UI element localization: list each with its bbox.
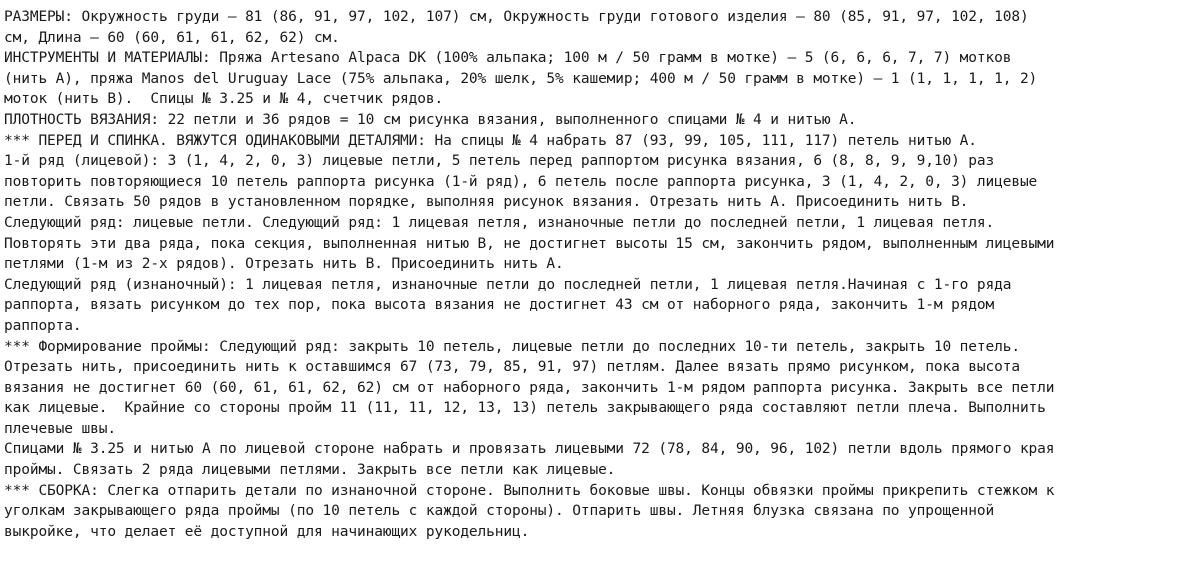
text-line: раппорта. [4, 317, 82, 334]
text-line: плечевые швы. [4, 420, 116, 437]
text-line: раппорта, вязать рисунком до тех пор, пока высота вязания не достигнет 43 см от наборного ряда, закончить 1-м рядом [4, 297, 995, 314]
paragraph-next-rows [4, 213, 1201, 275]
paragraph-wrong-side-row [4, 275, 1201, 337]
paragraph-assembly [4, 481, 1201, 543]
text-line: петли. Связать 50 рядов в установленном порядке, выполняя рисунок вязания. Отрезать нить А. Присоединить нить В. [4, 194, 969, 211]
paragraph-armhole [4, 337, 1201, 440]
text-line: см, Длина – 60 (60, 61, 61, 62, 62) см. [4, 29, 340, 46]
text-line: Спицами № 3.25 и нитью А по лицевой стороне набрать и провязать лицевыми 72 (78, 84, 90, 96, 102) петли вдоль прямого края [4, 441, 1055, 458]
text-line: ИНСТРУМЕНТЫ И МАТЕРИАЛЫ: Пряжа Artesano Alpaca DK (100% альпака; 100 м / 50 грамм в мотке) – 5 (6, 6, 6, 7, 7) мотков [4, 50, 1012, 67]
text-line: 1-й ряд (лицевой): 3 (1, 4, 2, 0, 3) лицевые петли, 5 петель перед раппортом рисунка вязания, 6 (8, 8, 9, 9,10) раз [4, 153, 995, 170]
text-line: Следующий ряд: лицевые петли. Следующий ряд: 1 лицевая петля, изнаночные петли до последней петли, 1 лицевая петля. [4, 214, 995, 231]
text-line: Следующий ряд (изнаночный): 1 лицевая петля, изнаночные петли до последней петли, 1 лицевая петля.Начиная с 1-го ряда [4, 276, 1012, 293]
paragraph-gauge [4, 110, 1201, 131]
text-line: уголкам закрывающего ряда проймы (по 10 петель с каждой стороны). Отпарить швы. Летняя блузка связана по упрощенной [4, 503, 995, 520]
paragraph-sizes [4, 7, 1201, 48]
paragraph-row-1 [4, 151, 1201, 213]
paragraph-materials [4, 48, 1201, 110]
text-line: петлями (1-м из 2-х рядов). Отрезать нить В. Присоединить нить А. [4, 256, 564, 273]
text-line: (нить А), пряжа Manos del Uruguay Lace (75% альпака, 20% шелк, 5% кашемир; 400 м / 50 грамм в мотке) – 1 (1, 1, 1, 1, 2) [4, 70, 1038, 87]
paragraph-armhole-edging [4, 439, 1201, 480]
text-line: РАЗМЕРЫ: Окружность груди – 81 (86, 91, 97, 102, 107) см, Окружность груди готового изделия – 80 (85, 91, 97, 102, 108) [4, 9, 1029, 25]
text-line: Отрезать нить, присоединить нить к оставшимся 67 (73, 79, 85, 91, 97) петлям. Далее вязать прямо рисунком, пока высота [4, 359, 1020, 376]
text-line: Повторять эти два ряда, пока секция, выполненная нитью В, не достигнет высоты 15 см, закончить рядом, выполненным лицевыми [4, 235, 1055, 252]
text-line: выкройке, что делает её доступной для начинающих рукодельниц. [4, 523, 530, 540]
text-line: *** Формирование проймы: Следующий ряд: закрыть 10 петель, лицевые петли до последних 10-ти петель, закрыть 10 петель. [4, 338, 1020, 355]
text-line: повторить повторяющиеся 10 петель раппорта рисунка (1-й ряд), 6 петель после раппорта рисунка, 3 (1, 4, 2, 0, 3) лицевые [4, 173, 1038, 190]
text-line: как лицевые. Крайние со стороны пройм 11 (11, 11, 12, 13, 13) петель закрывающего ряда составляют петли плеча. Выполнить [4, 400, 1046, 417]
text-line: *** СБОРКА: Слегка отпарить детали по изнаночной стороне. Выполнить боковые швы. Концы обвязки проймы прикрепить стежком к [4, 482, 1055, 499]
text-line: проймы. Связать 2 ряда лицевыми петлями. Закрыть все петли как лицевые. [4, 462, 616, 479]
paragraph-front-back [4, 131, 1201, 152]
text-line: ПЛОТНОСТЬ ВЯЗАНИЯ: 22 петли и 36 рядов = 10 см рисунка вязания, выполненного спицами № 4 и нитью А. [4, 111, 857, 128]
text-line: *** ПЕРЕД И СПИНКА. ВЯЖУТСЯ ОДИНАКОВЫМИ ДЕТАЛЯМИ: На спицы № 4 набрать 87 (93, 99, 105, 111, 117) петель нитью А. [4, 132, 977, 149]
text-line: моток (нить В). Спицы № 3.25 и № 4, счетчик рядов. [4, 91, 444, 108]
text-line: вязания не достигнет 60 (60, 61, 61, 62, 62) см от наборного ряда, закончить 1-м рядом раппорта рисунка. Закрыть все петли [4, 379, 1055, 396]
